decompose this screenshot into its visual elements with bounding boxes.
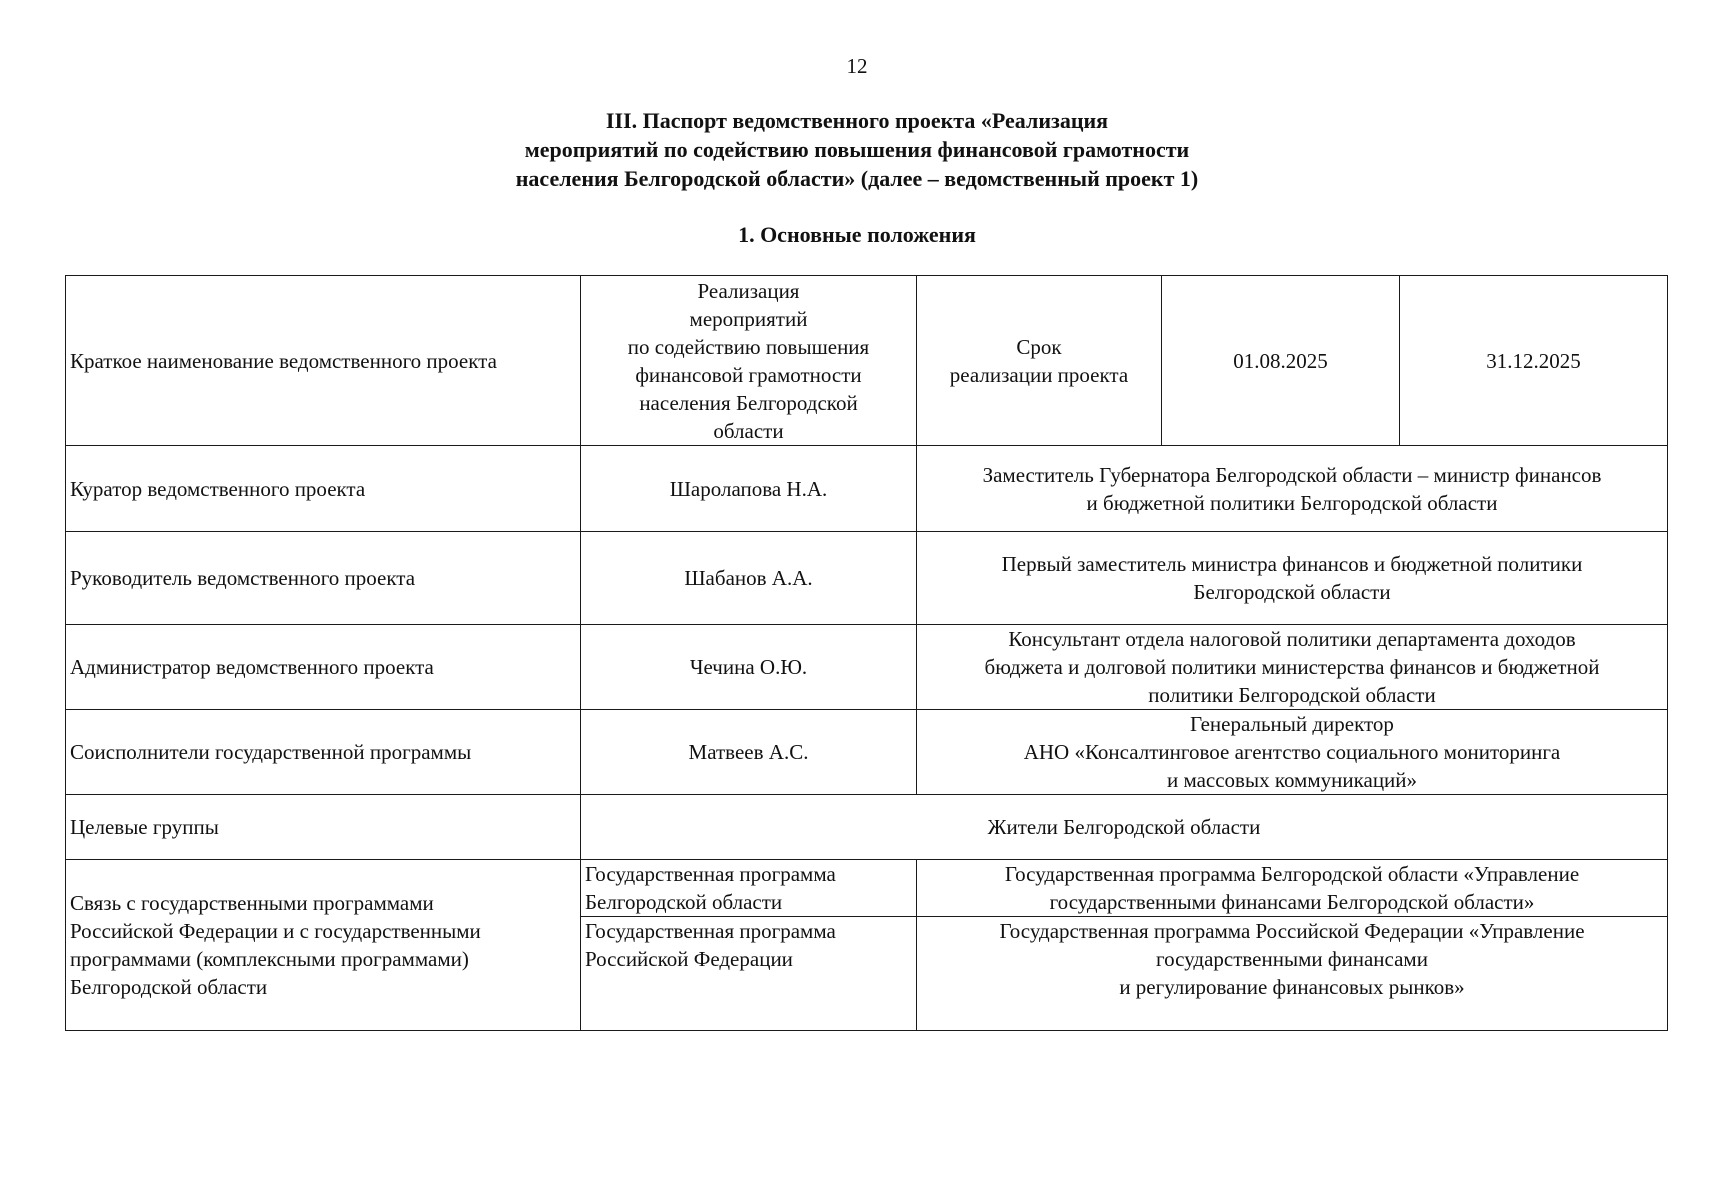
- head-name: Шабанов А.А.: [581, 532, 917, 625]
- federal-program-value: Государственная программа Российской Федерации «Управление государственными финансами и регулирование финансовых рынков»: [917, 917, 1668, 1031]
- row-head: [66, 532, 1668, 625]
- row-curator: [66, 446, 1668, 532]
- term-label: Срок реализации проекта: [917, 276, 1162, 446]
- section-heading: [0, 106, 1714, 193]
- curator-label: Куратор ведомственного проекта: [66, 446, 581, 532]
- administrator-name: Чечина О.Ю.: [581, 625, 917, 710]
- head-position: Первый заместитель министра финансов и бюджетной политики Белгородской области: [917, 532, 1668, 625]
- curator-name: Шаролапова Н.А.: [581, 446, 917, 532]
- heading-line: III. Паспорт ведомственного проекта «Реализация: [605, 108, 1109, 133]
- target-groups-label: Целевые группы: [66, 795, 581, 860]
- row-administrator: [66, 625, 1668, 710]
- regional-program-value: Государственная программа Белгородской области «Управление государственными финансами Белгородской области»: [917, 860, 1668, 917]
- co-executors-label: Соисполнители государственной программы: [66, 710, 581, 795]
- subsection-title: 1. Основные положения: [738, 222, 976, 247]
- start-date: 01.08.2025: [1162, 276, 1400, 446]
- heading-line: мероприятий по содействию повышения финансовой грамотности: [524, 137, 1190, 162]
- co-executors-position: Генеральный директор АНО «Консалтинговое агентство социального мониторинга и массовых коммуникаций»: [917, 710, 1668, 795]
- heading-line: населения Белгородской области» (далее – ведомственный проект 1): [515, 166, 1199, 191]
- regional-program-type: Государственная программа Белгородской области: [581, 860, 917, 917]
- curator-position: Заместитель Губернатора Белгородской области – министр финансов и бюджетной политики Белгородской области: [917, 446, 1668, 532]
- page-number: 12: [846, 54, 868, 78]
- row-short-name: [66, 276, 1668, 446]
- co-executors-name: Матвеев А.С.: [581, 710, 917, 795]
- row-program-links: [66, 860, 1668, 917]
- row-co-executors: [66, 710, 1668, 795]
- head-label: Руководитель ведомственного проекта: [66, 532, 581, 625]
- federal-program-type: Государственная программа Российской Федерации: [581, 917, 917, 1031]
- short-name-value: Реализация мероприятий по содействию повышения финансовой грамотности населения Белгородской области: [581, 276, 917, 446]
- project-passport-table: [65, 275, 1668, 1031]
- administrator-label: Администратор ведомственного проекта: [66, 625, 581, 710]
- administrator-position: Консультант отдела налоговой политики департамента доходов бюджета и долговой политики министерства финансов и бюджетной политики Белгородской области: [917, 625, 1668, 710]
- target-groups-value: Жители Белгородской области: [581, 795, 1668, 860]
- short-name-label: Краткое наименование ведомственного проекта: [66, 276, 581, 446]
- program-links-label: Связь с государственными программами Российской Федерации и с государственными программами (комплексными программами) Белгородской области: [66, 860, 581, 1031]
- end-date: 31.12.2025: [1400, 276, 1668, 446]
- row-target-groups: [66, 795, 1668, 860]
